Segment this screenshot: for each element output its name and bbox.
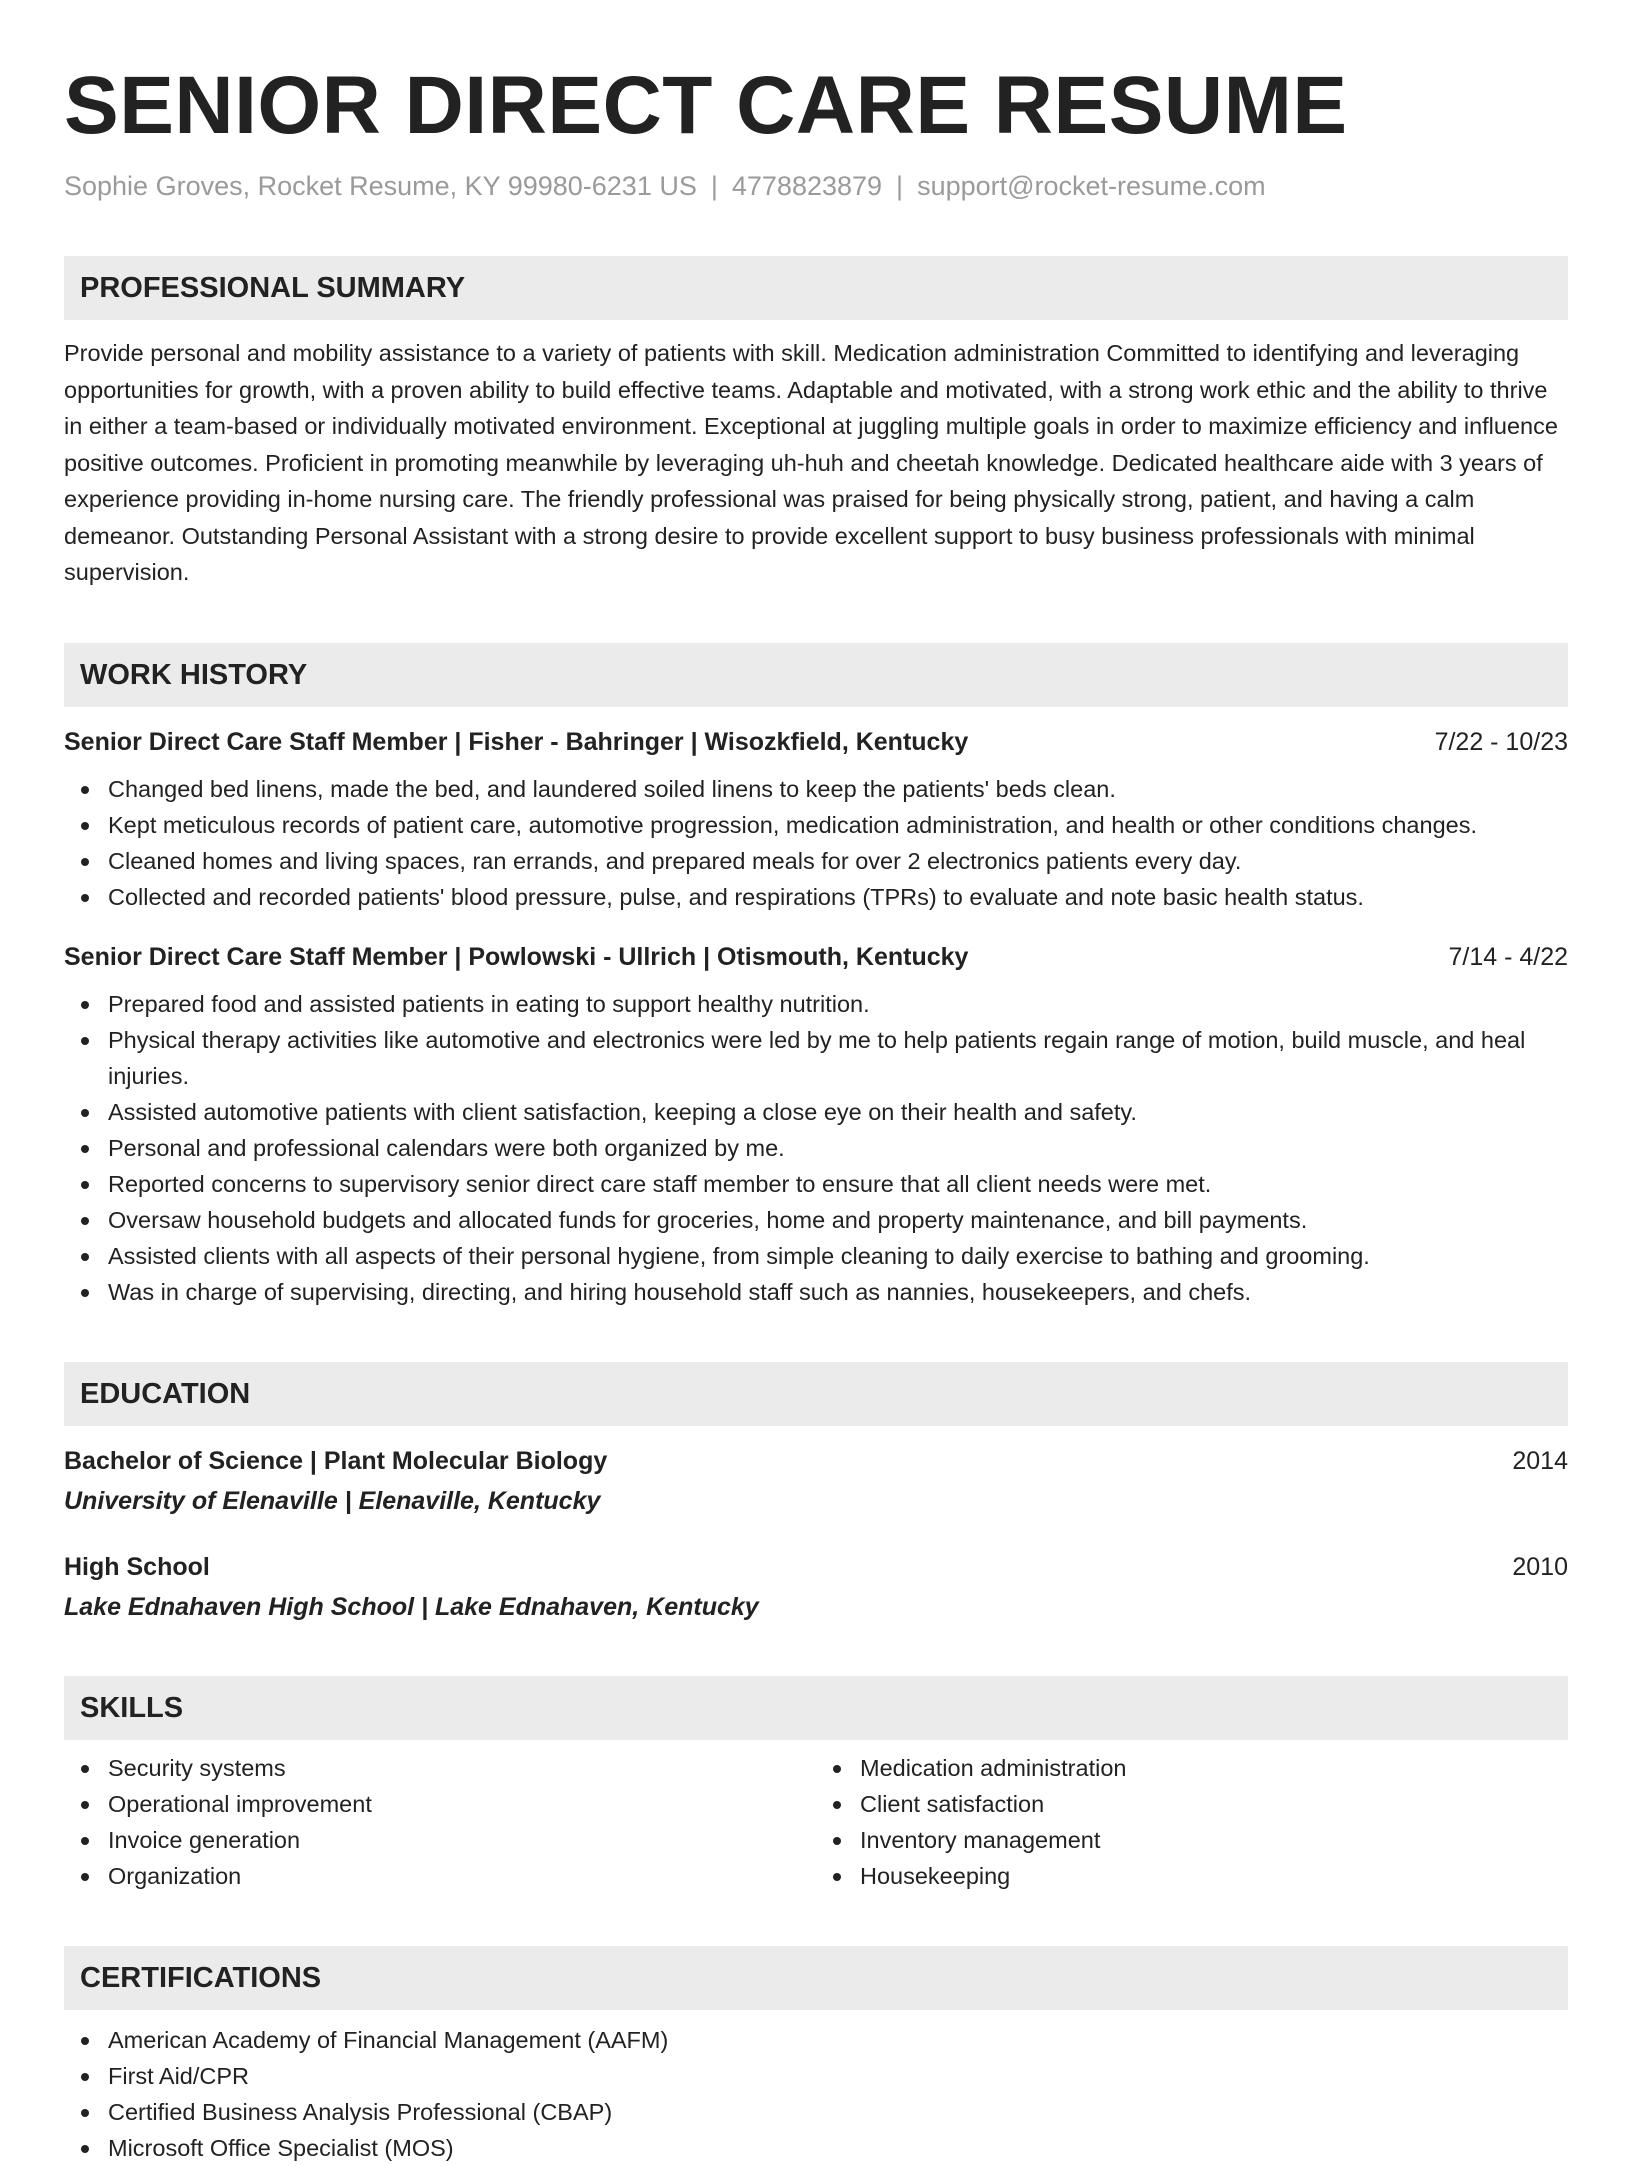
list-item: Microsoft Office Specialist (MOS) bbox=[64, 2130, 1568, 2166]
contact-separator: | bbox=[896, 171, 904, 201]
list-item: Operational improvement bbox=[64, 1786, 816, 1822]
list-item: Medication administration bbox=[816, 1750, 1568, 1786]
list-item: Assisted automotive patients with client satisfaction, keeping a close eye on their health and safety. bbox=[64, 1094, 1568, 1130]
education-header bbox=[64, 1550, 1568, 1584]
skills-list bbox=[64, 1750, 1568, 1894]
education-entry bbox=[64, 1444, 1568, 1518]
list-item: Cleaned homes and living spaces, ran errands, and prepared meals for over 2 electronics patients every day. bbox=[64, 843, 1568, 879]
education-year: 2010 bbox=[1512, 1552, 1568, 1581]
job-duties bbox=[64, 986, 1568, 1310]
education-degree: Bachelor of Science | Plant Molecular Biology bbox=[64, 1446, 608, 1475]
job-duties bbox=[64, 771, 1568, 915]
job-entry bbox=[64, 940, 1568, 1310]
summary-text: Provide personal and mobility assistance to a variety of patients with skill. Medication administration Committed to identifying and leveraging opportunities for growth, with a proven ability to build effective teams. Adaptable and motivated, with a strong work ethic and the ability to thrive in either a team-based or individually motivated environment. Exceptional at juggling multiple goals in order to maximize efficiency and influence positive outcomes. Proficient in promoting meanwhile by leveraging uh-huh and cheetah knowledge. Dedicated healthcare aide with 3 years of experience providing in-home nursing care. The friendly professional was praised for being physically strong, patient, and having a calm demeanor. Outstanding Personal Assistant with a strong desire to provide excellent support to busy business professionals with minimal supervision. bbox=[64, 340, 1558, 585]
list-item: Client satisfaction bbox=[816, 1786, 1568, 1822]
list-item: Reported concerns to supervisory senior direct care staff member to ensure that all client needs were met. bbox=[64, 1166, 1568, 1202]
list-item: Kept meticulous records of patient care, automotive progression, medication administration, and health or other conditions changes. bbox=[64, 807, 1568, 843]
job-title: Senior Direct Care Staff Member | Fisher - Bahringer | Wisozkfield, Kentucky bbox=[64, 727, 969, 756]
job-dates: 7/14 - 4/22 bbox=[1448, 942, 1568, 971]
contact-separator: | bbox=[710, 171, 718, 201]
list-item: Personal and professional calendars were both organized by me. bbox=[64, 1130, 1568, 1166]
job-header bbox=[64, 940, 1568, 974]
education-header bbox=[64, 1444, 1568, 1478]
list-item: Assisted clients with all aspects of their personal hygiene, from simple cleaning to daily exercise to bathing and grooming. bbox=[64, 1238, 1568, 1274]
list-item: Inventory management bbox=[816, 1822, 1568, 1858]
certifications-list bbox=[64, 2022, 1568, 2166]
education-school: Lake Ednahaven High School | Lake Ednahaven, Kentucky bbox=[64, 1592, 759, 1621]
skills-column-right bbox=[816, 1750, 1568, 1894]
contact-line bbox=[64, 168, 1568, 204]
list-item: American Academy of Financial Management (AAFM) bbox=[64, 2022, 1568, 2058]
list-item: Oversaw household budgets and allocated funds for groceries, home and property maintenance, and bill payments. bbox=[64, 1202, 1568, 1238]
list-item: Organization bbox=[64, 1858, 816, 1894]
section-header-education: EDUCATION bbox=[64, 1362, 1568, 1426]
skills-column-left bbox=[64, 1750, 816, 1894]
list-item: Housekeeping bbox=[816, 1858, 1568, 1894]
education-degree: High School bbox=[64, 1552, 210, 1581]
section-header-skills: SKILLS bbox=[64, 1676, 1568, 1740]
list-item: Prepared food and assisted patients in eating to support healthy nutrition. bbox=[64, 986, 1568, 1022]
list-item: Changed bed linens, made the bed, and laundered soiled linens to keep the patients' beds clean. bbox=[64, 771, 1568, 807]
job-entry bbox=[64, 725, 1568, 915]
list-item: Was in charge of supervising, directing, and hiring household staff such as nannies, housekeepers, and chefs. bbox=[64, 1274, 1568, 1310]
contact-email: support@rocket-resume.com bbox=[917, 171, 1266, 201]
list-item: Certified Business Analysis Professional (CBAP) bbox=[64, 2094, 1568, 2130]
education-year: 2014 bbox=[1512, 1446, 1568, 1475]
contact-phone: 4778823879 bbox=[731, 171, 883, 201]
list-item: Collected and recorded patients' blood pressure, pulse, and respirations (TPRs) to evaluate and note basic health status. bbox=[64, 879, 1568, 915]
list-item: First Aid/CPR bbox=[64, 2058, 1568, 2094]
section-header-summary: PROFESSIONAL SUMMARY bbox=[64, 256, 1568, 320]
education-entry bbox=[64, 1550, 1568, 1624]
education-school: University of Elenaville | Elenaville, Kentucky bbox=[64, 1486, 601, 1515]
job-title: Senior Direct Care Staff Member | Powlowski - Ullrich | Otismouth, Kentucky bbox=[64, 942, 969, 971]
job-header bbox=[64, 725, 1568, 759]
section-header-work-history: WORK HISTORY bbox=[64, 643, 1568, 707]
list-item: Security systems bbox=[64, 1750, 816, 1786]
job-dates: 7/22 - 10/23 bbox=[1434, 727, 1568, 756]
list-item: Invoice generation bbox=[64, 1822, 816, 1858]
list-item: Physical therapy activities like automotive and electronics were led by me to help patients regain range of motion, build muscle, and heal injuries. bbox=[64, 1022, 1568, 1094]
contact-address: Sophie Groves, Rocket Resume, KY 99980-6231 US bbox=[64, 171, 697, 201]
section-header-certifications: CERTIFICATIONS bbox=[64, 1946, 1568, 2010]
page-title: SENIOR DIRECT CARE RESUME bbox=[64, 60, 1348, 151]
